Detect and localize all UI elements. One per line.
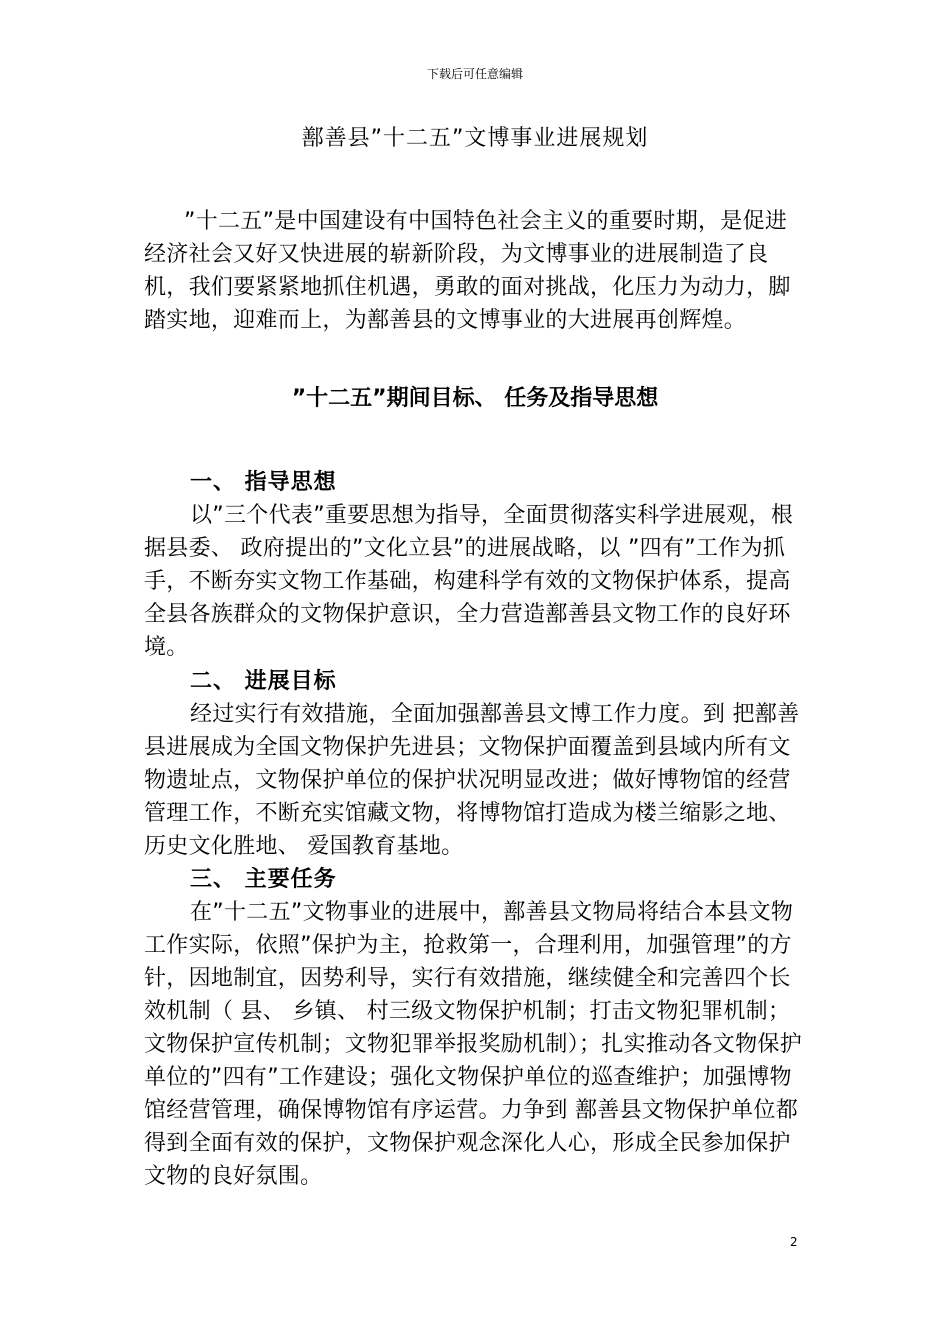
subsection-heading-main-tasks: 三、 主要任务 — [190, 867, 337, 892]
header-note: 下载后可任意编辑 — [426, 67, 523, 81]
subsection-heading-development-goals: 二、 进展目标 — [190, 669, 337, 694]
section-heading: ”十二五”期间目标、 任务及指导思想 — [291, 386, 659, 411]
document-title: 鄯善县”十二五”文博事业进展规划 — [301, 126, 649, 151]
paragraph-guiding-ideology: 以”三个代表”重要思想为指导，全面贯彻落实科学进展观，根据县委、 政府提出的”文化立县”的进展战略，以 ”四有”工作为抓手，不断夯实文物工作基础，构建科学有效的文物保护体系，提高全县各族群众的文物保护意识，全力营造鄯善县文物工作的良好环境。 — [144, 503, 794, 660]
intro-paragraph: ”十二五”是中国建设有中国特色社会主义的重要时期，是促进经济社会又好又快进展的崭新阶段，为文博事业的进展制造了良机，我们要紧紧地抓住机遇，勇敢的面对挑战，化压力为动力，脚踏实地，迎难而上，为鄯善县的文博事业的大进展再创辉煌。 — [144, 209, 791, 333]
page-number: 2 — [790, 1235, 798, 1249]
subsection-heading-guiding-ideology: 一、 指导思想 — [190, 470, 337, 495]
paragraph-development-goals: 经过实行有效措施，全面加强鄯善县文博工作力度。到 把鄯善县进展成为全国文物保护先进县；文物保护面覆盖到县域内所有文物遗址点，文物保护单位的保护状况明显改进；做好博物馆的经营管理工作，不断充实馆藏文物，将博物馆打造成为楼兰缩影之地、 历史文化胜地、 爱国教育基地。 — [144, 702, 800, 859]
paragraph-main-tasks: 在”十二五”文物事业的进展中，鄯善县文物局将结合本县文物工作实际，依照”保护为主，抢救第一，合理利用，加强管理”的方针，因地制宜，因势利导，实行有效措施，继续健全和完善四个长效机制（ 县、 乡镇、 村三级文物保护机制；打击文物犯罪机制；文物保护宣传机制；文物犯罪举报奖励机制）；扎实推动各文物保护单位的”四有”工作建设；强化文物保护单位的巡查维护；加强博物馆经营管理，确保博物馆有序运营。力争到 鄯善县文物保护单位都得到全面有效的保护，文物保护观念深化人心，形成全民参加保护文物的良好氛围。 — [144, 900, 803, 1189]
